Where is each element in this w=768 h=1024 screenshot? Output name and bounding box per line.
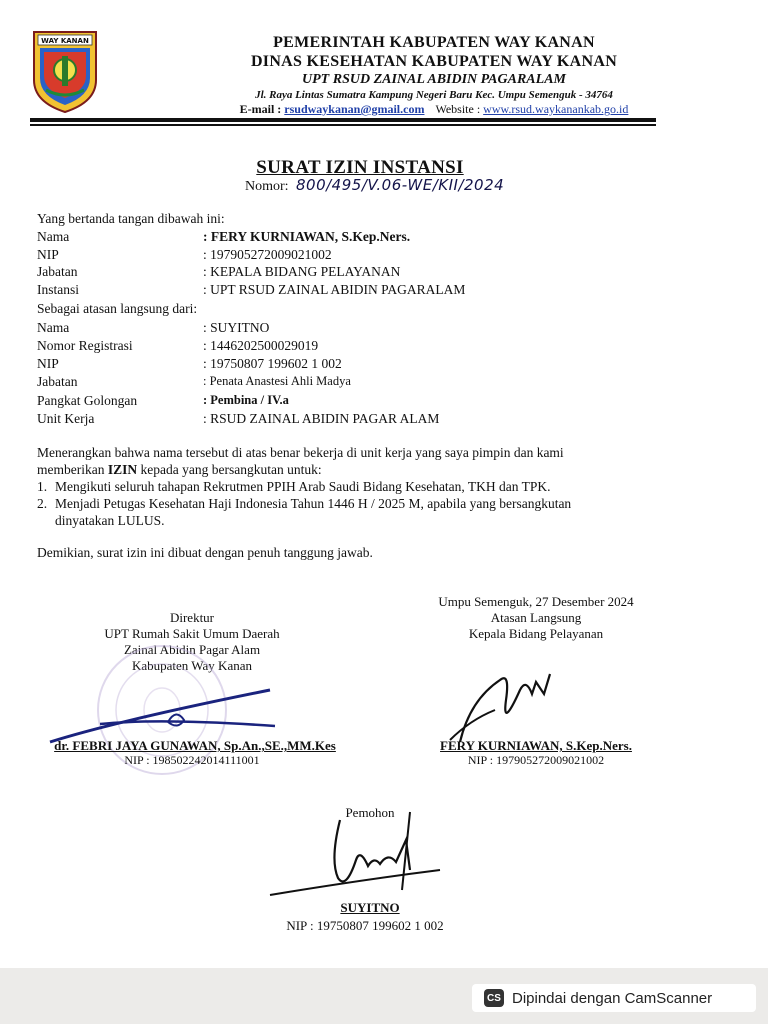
item-2-number: 2. (37, 496, 48, 511)
email-link[interactable]: rsudwaykanan@gmail.com (284, 102, 425, 116)
item-2-text-continued: dinyatakan LULUS. (55, 513, 165, 528)
place-and-date: Umpu Semenguk, 27 Desember 2024 (438, 594, 634, 609)
left-signer-nip: NIP : 198502242014111001 (124, 753, 260, 767)
right-signature-scribble (440, 660, 590, 750)
email-label: E-mail : (239, 102, 282, 116)
closing-text: Demikian, surat izin ini dibuat dengan penuh tanggung jawab. (37, 545, 373, 560)
signer-institution-value: : UPT RSUD ZAINAL ABIDIN PAGARALAM (203, 282, 466, 297)
letterhead-hospital-line: UPT RSUD ZAINAL ABIDIN PAGARALAM (302, 72, 566, 87)
left-signer-title-3: Zainal Abidin Pagar Alam (123, 642, 261, 657)
document-title: SURAT IZIN INSTANSI (256, 157, 464, 178)
subordinate-nip-label: NIP (37, 356, 59, 371)
signer-nip-label: NIP (37, 247, 59, 262)
camscanner-text: Dipindai dengan CamScanner (512, 989, 713, 1007)
document-number-handwritten: 800/495/V.06-WE/KII/2024 (296, 176, 505, 194)
left-signer-title-4: Kabupaten Way Kanan (131, 658, 252, 673)
letterhead-department-line: DINAS KESEHATAN KABUPATEN WAY KANAN (250, 53, 618, 70)
subordinate-rank-value: : Pembina / IV.a (203, 393, 289, 407)
statement-pre-text: memberikan (37, 462, 108, 477)
subordinate-nip-value: : 19750807 199602 1 002 (203, 356, 342, 371)
applicant-name: SUYITNO (340, 900, 400, 915)
signer-position-label: Jabatan (37, 264, 78, 279)
regency-coat-of-arms-logo (30, 30, 100, 114)
applicant-title: Pemohon (345, 805, 395, 820)
item-1-number: 1. (37, 479, 48, 494)
signer-name-label: Nama (37, 229, 70, 244)
letterhead-divider-thin (30, 124, 656, 126)
left-signer-title-2: UPT Rumah Sakit Umum Daerah (104, 626, 280, 641)
applicant-signature-scribble (260, 800, 450, 910)
signer-institution-label: Instansi (37, 282, 79, 297)
subordinate-registration-value: : 1446202500029019 (203, 338, 319, 353)
signer-nip-value: : 197905272009021002 (203, 247, 332, 262)
signer-name-value: : FERY KURNIAWAN, S.Kep.Ners. (203, 229, 411, 244)
left-signer-name: dr. FEBRI JAYA GUNAWAN, Sp.An.,SE.,MM.Kes (54, 738, 336, 753)
item-1-text: Mengikuti seluruh tahapan Rekrutmen PPIH Arab Saudi Bidang Kesehatan, TKH dan TPK. (55, 479, 551, 494)
signer-position-value: : KEPALA BIDANG PELAYANAN (203, 264, 401, 279)
left-signer-title-1: Direktur (169, 610, 215, 625)
document-number-label: Nomor: (245, 179, 289, 194)
statement-line-1: Menerangkan bahwa nama tersebut di atas benar bekerja di unit kerja yang saya pimpin dan kami (37, 445, 564, 460)
subordinate-intro-text: Sebagai atasan langsung dari: (37, 301, 198, 316)
camscanner-badge (472, 984, 756, 1012)
subordinate-name-label: Nama (37, 320, 70, 335)
subordinate-unit-label: Unit Kerja (37, 411, 95, 426)
subordinate-position-value: : Penata Anastesi Ahli Madya (203, 374, 351, 388)
svg-text:WAY KANAN: WAY KANAN (41, 37, 89, 45)
right-signer-nip: NIP : 197905272009021002 (467, 753, 605, 767)
applicant-nip: NIP : 19750807 199602 1 002 (286, 918, 444, 933)
item-2-text: Menjadi Petugas Kesehatan Haji Indonesia Tahun 1446 H / 2025 M, apabila yang bersangkutan (55, 496, 572, 511)
subordinate-unit-value: : RSUD ZAINAL ABIDIN PAGAR ALAM (203, 411, 440, 426)
subordinate-name-value: : SUYITNO (203, 320, 270, 335)
website-label: Website : (435, 102, 481, 116)
letterhead-contact-line (100, 102, 768, 117)
subordinate-registration-label: Nomor Registrasi (37, 338, 133, 353)
statement-izin-emphasis: IZIN (107, 462, 138, 477)
letterhead-divider-thick (30, 118, 656, 122)
intro-text: Yang bertanda tangan dibawah ini: (37, 211, 225, 226)
subordinate-position-label: Jabatan (37, 374, 78, 389)
camscanner-logo-icon: CS (484, 989, 504, 1007)
letterhead-address: Jl. Raya Lintas Sumatra Kampung Negeri Baru Kec. Umpu Semenguk - 34764 (255, 89, 613, 101)
subordinate-rank-label: Pangkat Golongan (37, 393, 138, 408)
right-signer-title-2: Kepala Bidang Pelayanan (468, 626, 604, 641)
website-link[interactable]: www.rsud.waykanankab.go.id (483, 102, 629, 116)
statement-line-2 (37, 462, 322, 478)
right-signer-title-1: Atasan Langsung (490, 610, 582, 625)
right-signer-name: FERY KURNIAWAN, S.Kep.Ners. (440, 738, 632, 753)
letterhead-government-line: PEMERINTAH KABUPATEN WAY KANAN (273, 34, 595, 51)
statement-post-text: kepada yang bersangkutan untuk: (137, 462, 322, 477)
